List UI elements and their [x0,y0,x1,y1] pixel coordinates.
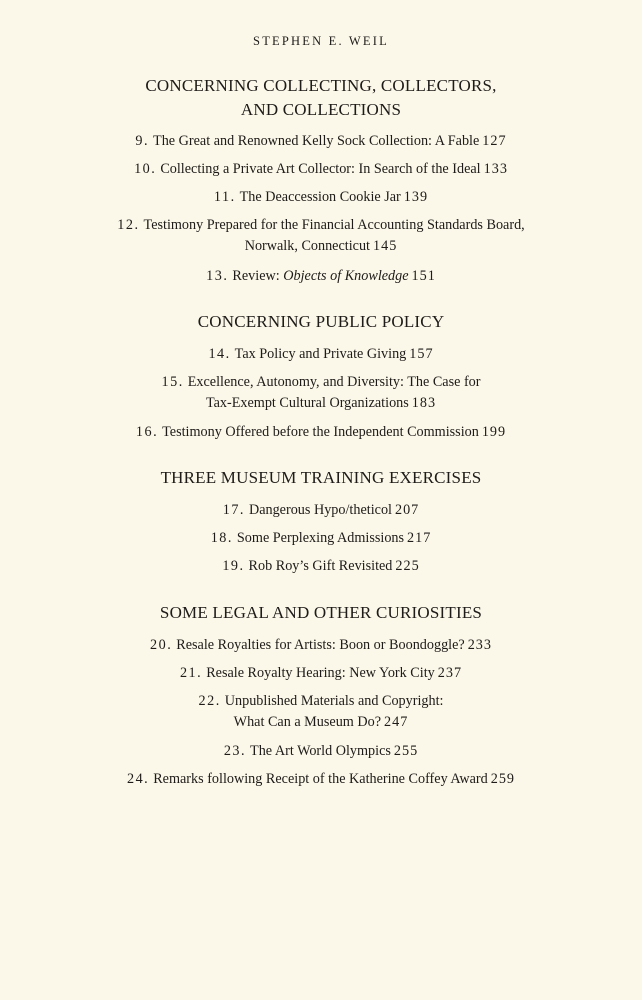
entry-title-continued: Norwalk, Connecticut [244,238,370,254]
running-head: STEPHEN E. WEIL [253,34,389,48]
entry-number: 11. [213,189,236,205]
toc-entry [0,266,642,287]
entry-line [0,393,642,414]
section-title-line: SOME LEGAL AND OTHER CURIOSITIES [159,603,483,622]
entry-page: 127 [482,133,507,149]
entry-number: 14. [208,346,231,362]
toc-entry [0,663,642,684]
section-title [0,466,642,490]
entry-title: Remarks following Receipt of the Katherine Coffey Award [153,771,488,787]
toc-entry [0,769,642,790]
entry-number: 24. [126,771,150,787]
toc-entry [0,422,642,443]
entry-number: 23. [223,743,247,759]
entry-page: 139 [403,189,429,205]
entry-title: Resale Royalties for Artists: Boon or Boondoggle? [176,637,465,653]
toc-entry [0,691,642,733]
entry-page: 259 [490,771,516,787]
entry-page: 233 [467,637,492,653]
section-title-line: CONCERNING COLLECTING, COLLECTORS, [145,76,497,95]
entry-number: 17. [222,502,245,518]
entry-title: The Art World Olympics [250,743,391,759]
entry-page: 157 [409,346,434,362]
toc-entry [0,741,642,762]
entry-number: 22. [198,693,221,709]
entry-page: 207 [394,502,420,518]
entry-number: 9. [135,133,150,149]
entry-page: 255 [393,743,419,759]
toc-entry [0,215,642,257]
entry-number: 18. [210,530,233,546]
entry-page: 217 [407,530,432,546]
toc-entry [0,131,642,152]
entry-page: 237 [437,665,463,681]
entry-page: 151 [411,268,436,284]
entry-page: 183 [411,395,437,411]
entry-page: 247 [384,714,409,730]
entry-number: 15. [161,374,184,390]
entry-title: Tax Policy and Private Giving [234,346,407,362]
entry-title: Rob Roy’s Gift Revisited [248,558,393,574]
entry-page: 145 [373,238,398,254]
toc-entry [0,556,642,577]
entry-line [0,691,642,712]
section-title-line: THREE MUSEUM TRAINING EXERCISES [160,468,482,487]
entry-line [0,372,642,393]
entry-number: 10. [134,161,157,177]
entry-line [0,712,642,733]
entry-line [0,215,642,236]
entry-title: Excellence, Autonomy, and Diversity: The Case for [187,374,481,390]
entry-page: 199 [481,424,507,440]
section-title-line: CONCERNING PUBLIC POLICY [197,312,445,331]
entry-number: 13. [206,268,229,284]
entry-title: Resale Royalty Hearing: New York City [206,665,435,681]
toc-entry [0,635,642,656]
entry-line [0,236,642,257]
entry-title: Dangerous Hypo/theticol [248,502,392,518]
entry-title: Unpublished Materials and Copyright: [224,693,444,709]
entry-title-italic: Objects of Knowledge [283,268,409,284]
entry-title: Some Perplexing Admissions [236,530,405,546]
section-title-line: AND COLLECTIONS [240,100,402,119]
entry-number: 12. [117,217,140,233]
toc-entry [0,528,642,549]
entry-number: 19. [222,558,245,574]
toc-entry [0,187,642,208]
section-title [0,601,642,625]
entry-title: The Great and Renowned Kelly Sock Collection: A Fable [153,133,480,149]
toc-entry [0,344,642,365]
entry-title: Collecting a Private Art Collector: In Search of the Ideal [160,161,481,177]
entry-title: The Deaccession Cookie Jar [239,189,401,205]
section-title [0,74,642,122]
entry-number: 20. [150,637,173,653]
entry-title-continued: Tax-Exempt Cultural Organizations [205,395,409,411]
entry-page: 133 [483,161,508,177]
section-title [0,310,642,334]
entry-number: 21. [179,665,203,681]
toc-entry [0,159,642,180]
toc-entry [0,500,642,521]
entry-title-continued: What Can a Museum Do? [233,714,382,730]
entry-title: Testimony Prepared for the Financial Accounting Standards Board, [143,217,525,233]
entry-title: Review: [232,268,284,284]
entry-number: 16. [135,424,159,440]
toc-entry [0,372,642,414]
entry-title: Testimony Offered before the Independent Commission [162,424,479,440]
entry-page: 225 [395,558,420,574]
